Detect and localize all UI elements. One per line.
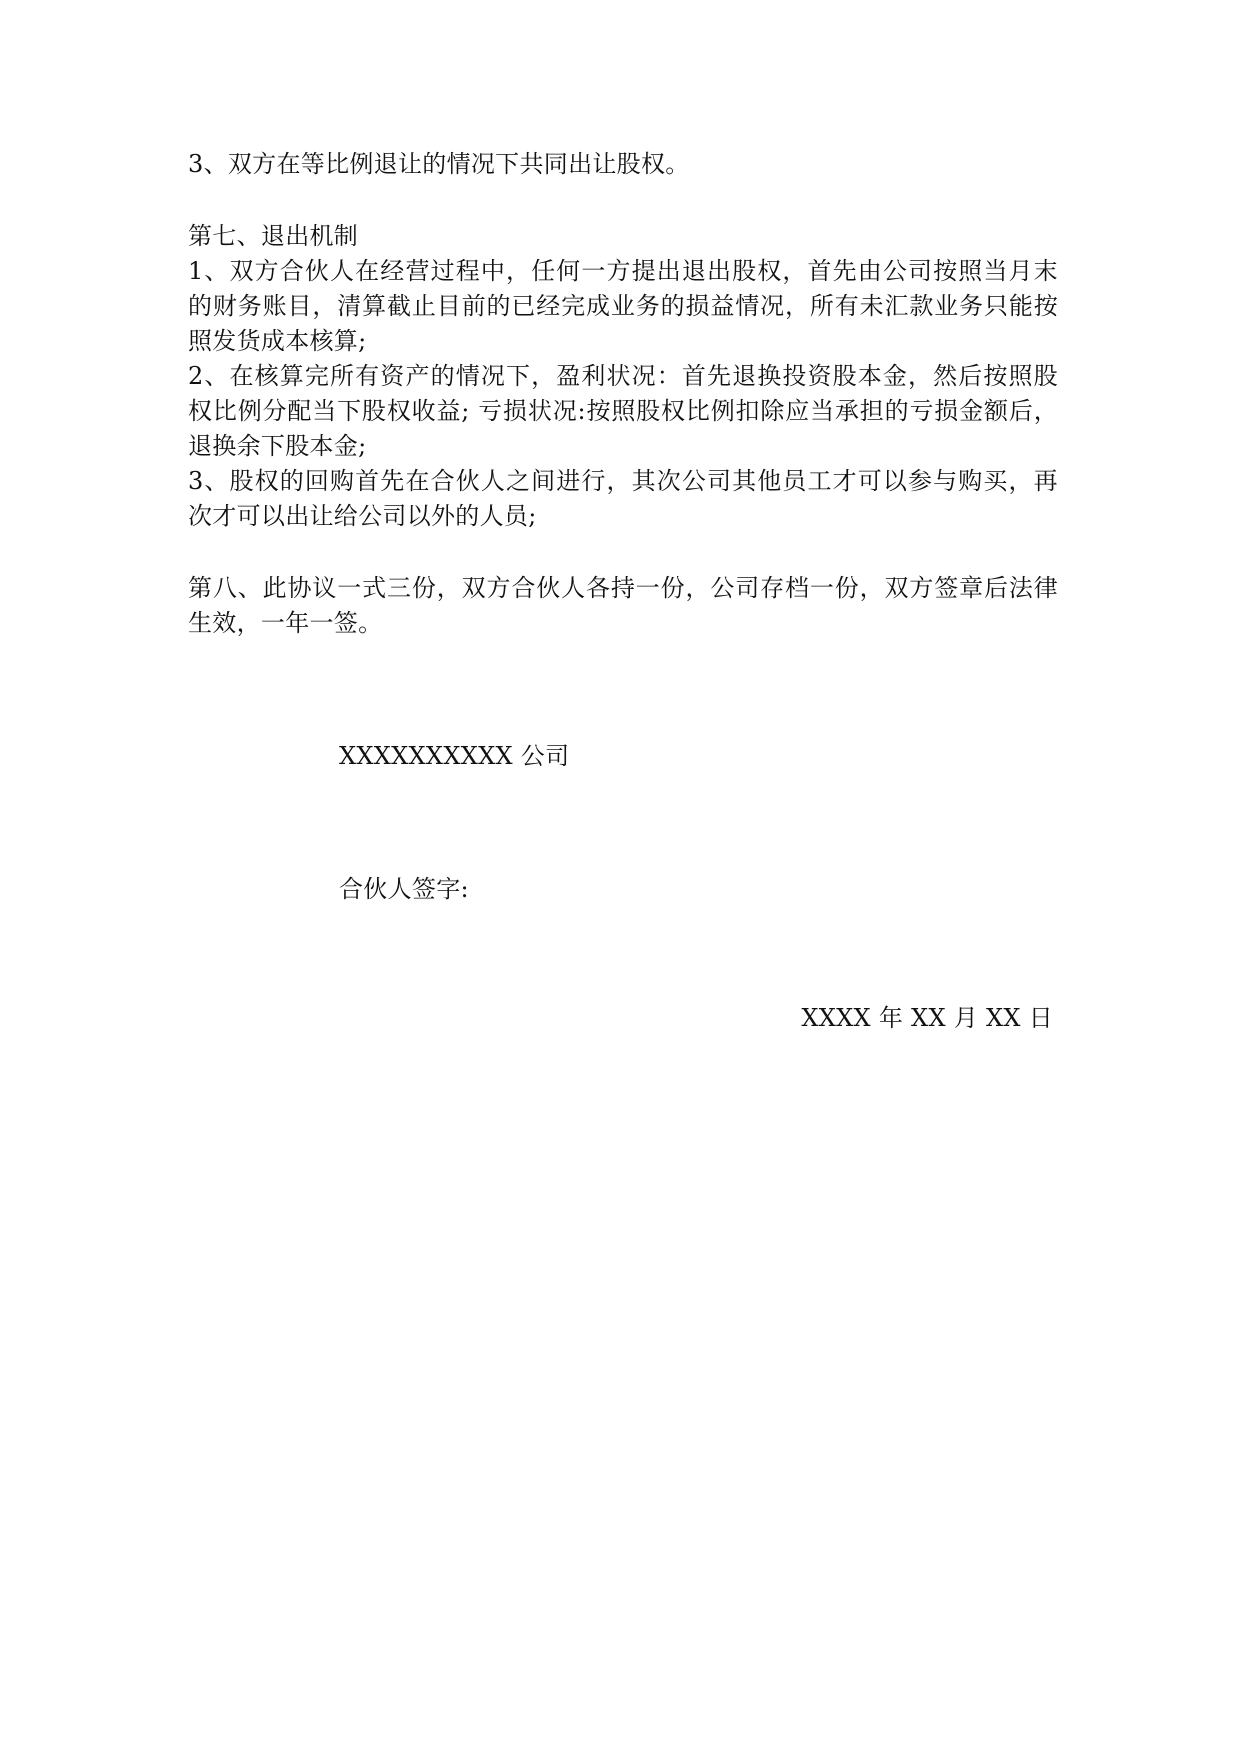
- partner-signature-label: 合伙人签字:: [339, 875, 469, 903]
- clause7-item2-line3: 退换余下股本金;: [188, 432, 367, 460]
- clause7-item3-line1: 3、股权的回购首先在合伙人之间进行，其次公司其他员工才可以参与购买，再: [188, 467, 1058, 495]
- clause7-item1-line3: 照发货成本核算;: [188, 327, 367, 355]
- clause8-line1: 第八、此协议一式三份，双方合伙人各持一份，公司存档一份，双方签章后法律: [188, 574, 1058, 602]
- clause8-line2: 生效，一年一签。: [188, 609, 383, 637]
- clause7-item1-line2: 的财务账目，清算截止目前的已经完成业务的损益情况，所有未汇款业务只能按: [188, 292, 1058, 320]
- clause7-item2-line2: 权比例分配当下股权收益; 亏损状况:按照股权比例扣除应当承担的亏损金额后，: [188, 397, 1058, 425]
- clause6-item3: 3、双方在等比例退让的情况下共同出让股权。: [188, 150, 690, 178]
- clause7-heading: 第七、退出机制: [188, 222, 359, 250]
- signing-date: XXXX 年 XX 月 XX 日: [801, 1004, 1053, 1032]
- clause7-item2-line1: 2、在核算完所有资产的情况下，盈利状况：首先退换投资股本金，然后按照股: [188, 362, 1058, 390]
- clause7-item1-line1: 1、双方合伙人在经营过程中，任何一方提出退出股权，首先由公司按照当月末: [188, 257, 1058, 285]
- clause7-item3-line2: 次才可以出让给公司以外的人员;: [188, 502, 537, 530]
- company-name: XXXXXXXXXX 公司: [339, 742, 570, 770]
